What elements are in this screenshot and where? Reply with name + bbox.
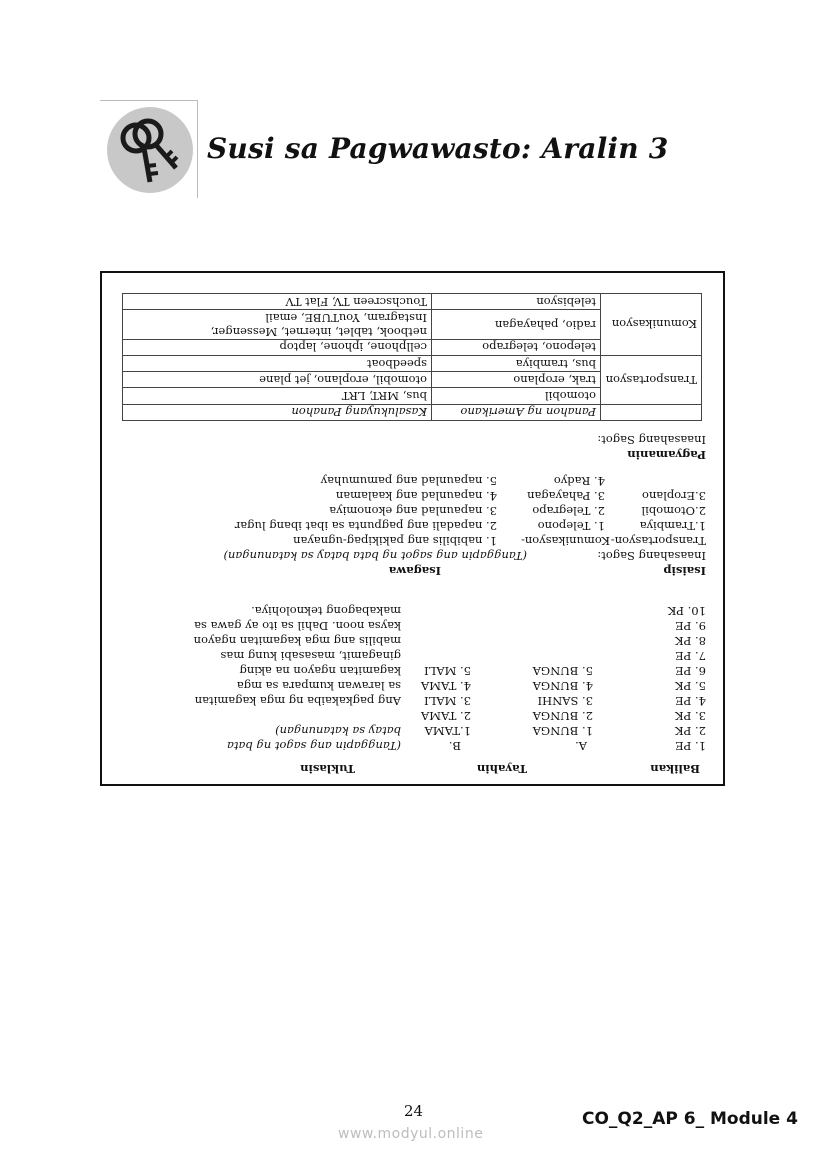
transportasyon-item: 3.Eroplano (641, 489, 706, 503)
komunikasyon-item: 4. Radyo (553, 474, 605, 488)
keys-icon (106, 106, 194, 194)
table-category-cell: Transportasyon (601, 356, 702, 405)
table-row (123, 339, 702, 355)
komunikasyon-item: 1. Telepono (537, 519, 605, 533)
table-cell (601, 404, 702, 420)
tayahin-col-b-label: B. (448, 739, 461, 753)
transportasyon-item: 1.Trambiya (639, 519, 706, 533)
tayahin-answer: 5. MALI (424, 664, 471, 678)
tuklasin-line: (Tanggapin ang sagot ng bata (227, 739, 401, 753)
answer-key-content (102, 273, 723, 784)
tayahin-answer: 2. TAMA (420, 709, 471, 723)
komunikasyon-item: 3. Pahayagan (527, 489, 605, 503)
table-row (123, 388, 702, 404)
balikan-item: 1. PE (675, 739, 706, 753)
balikan-item: 9. PE (675, 619, 706, 633)
answer-key-box (100, 271, 725, 786)
page-number: 24 (404, 1102, 424, 1120)
transportasyon-item: Transportasyon- (610, 534, 706, 548)
tuklasin-line: mabilis ang mga kagamitan ngayon (193, 634, 401, 648)
balikan-item: 5. PK (675, 679, 706, 693)
table-cell: otomobil (432, 388, 601, 404)
page-title: Susi sa Pagwawasto: Aralin 3 (207, 132, 669, 165)
table-cell: cellphone, iphone, laptop (123, 339, 432, 355)
isagawa-item: 3. napaunlad ang ekonomiya (329, 504, 497, 518)
tayahin-col-a-label: A. (575, 739, 587, 753)
tayahin-answer: 3. SANHI (537, 694, 593, 708)
tuklasin-line: sa larawan kumpara sa mga (236, 679, 401, 693)
module-code: CO_Q2_AP 6_ Module 4 (582, 1109, 798, 1129)
tayahin-heading: Tayahin (476, 762, 527, 776)
isagawa-item: 5. napaunlad ang pamumuhay (320, 474, 497, 488)
isagawa-item: 1. nabibilis ang pakikipag-ugnayan (293, 534, 497, 548)
balikan-heading: Balikan (650, 762, 700, 776)
table-cell: otomobil, eroplano, jet plane (123, 372, 432, 388)
balikan-item: 8. PK (675, 634, 706, 648)
isagawa-note: (Tanggapin ang sagot ng bata batay sa katanungan) (223, 549, 527, 563)
watermark: www.modyul.online (338, 1126, 484, 1142)
table-cell-line: Instagram, YouTUBE, email (265, 310, 427, 325)
komunikasyon-item: 2. Telegrapo (532, 504, 605, 518)
pagyamanin-heading: Pagyamanin (627, 448, 706, 462)
pagyamanin-table (122, 293, 702, 421)
balikan-item: 2. PK (675, 724, 706, 738)
tuklasin-line: makabagong teknolohiya. (251, 604, 401, 618)
table-cell: telebisyon (432, 294, 601, 310)
tuklasin-heading: Tuklasin (300, 762, 355, 776)
tuklasin-line: ginagamit, masasabi kung mas (220, 649, 401, 663)
isaisip-heading: Isaisip (663, 564, 706, 578)
tayahin-answer: 2. BUNGA (532, 709, 593, 723)
table-header-row (123, 404, 702, 420)
table-cell: speedboat (123, 356, 432, 372)
pagyamanin-inaasahang-sagot: Inaasahang Sagot: (597, 433, 706, 447)
tayahin-answer: 1. BUNGA (532, 724, 593, 738)
balikan-item: 3. PK (675, 709, 706, 723)
tuklasin-line: Ang pagkakaiba ng mga kagamitan (194, 694, 401, 708)
table-cell: radio, pahayagan (432, 310, 601, 339)
table-cell: Touchscreen TV, Flat TV (123, 294, 432, 310)
tayahin-answer: 5. BUNGA (532, 664, 593, 678)
isagawa-item: 4. napaunlad ang kaalaman (335, 489, 497, 503)
tuklasin-line: kagamitan ngayon na aking (239, 664, 401, 678)
table-header-cell: Kasalukuyang Panahon (123, 404, 432, 420)
tuklasin-line: kaysa noon. Dahil sa ito ay gawa sa (194, 619, 401, 633)
balikan-item: 4. PE (675, 694, 706, 708)
isagawa-heading: Isagawa (388, 564, 441, 578)
tayahin-answer: 1.TAMA (424, 724, 471, 738)
balikan-item: 10. PK (667, 604, 706, 618)
komunikasyon-item: Komunikasyon- (520, 534, 610, 548)
balikan-item: 7. PE (675, 649, 706, 663)
table-cell-line: netbook, tablet, internet, Messenger, (210, 324, 427, 339)
tuklasin-line: batay sa katanungan) (275, 724, 401, 738)
inaasahang-sagot-label: Inaasahang Sagot: (597, 549, 706, 563)
rotated-content (102, 273, 723, 784)
tayahin-answer: 4. BUNGA (532, 679, 593, 693)
table-cell: trak, eroplano (432, 372, 601, 388)
tayahin-answer: 4. TAMA (420, 679, 471, 693)
table-cell: telepono, telegrapo (432, 339, 601, 355)
table-cell: bus, trambiya (432, 356, 601, 372)
table-cell (123, 310, 432, 339)
isagawa-item: 2. napadali ang pagpunta sa ibat ibang lugar (234, 519, 497, 533)
tayahin-answer: 3. MALI (424, 694, 471, 708)
balikan-item: 6. PE (675, 664, 706, 678)
table-category-cell: Komunikasyon (601, 294, 702, 356)
table-cell: bus, MRT, LRT (123, 388, 432, 404)
transportasyon-item: 2.Otomobil (641, 504, 706, 518)
table-header-cell: Panahon ng Amerikano (432, 404, 601, 420)
